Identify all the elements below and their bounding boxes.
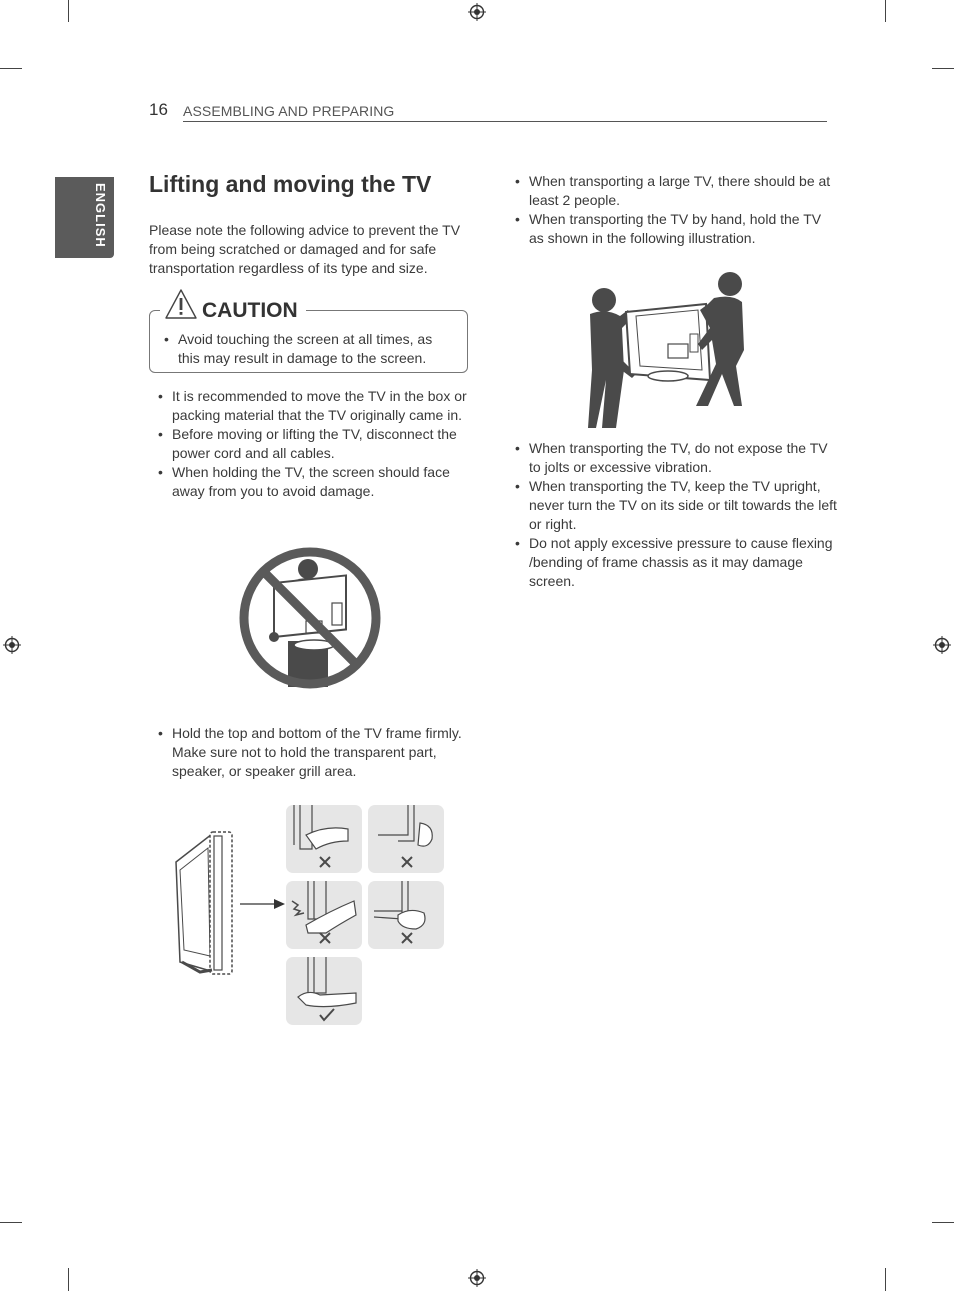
section-title: ASSEMBLING AND PREPARING [183,103,395,119]
list-item: • Avoid touching the screen at all times, as this may result in damage to the screen. [156,330,456,368]
prohibited-carry-illustration [236,545,384,691]
crop-mark [885,1268,886,1291]
bullet-list [507,439,837,591]
caution-label: CAUTION [202,299,298,322]
crop-mark [0,68,22,69]
registration-mark-icon [3,636,21,654]
list-item: • It is recommended to move the TV in the box or packing material that the TV originally came in. [150,387,480,425]
hand-panel-wrong [368,881,444,949]
crop-mark [0,1222,22,1223]
arrow-right-icon [240,898,286,910]
list-item: • When transporting a large TV, there should be at least 2 people. [507,172,837,210]
bullet-list [150,724,480,781]
list-item: • When transporting the TV, keep the TV upright, never turn the TV on its side or tilt towards the left or right. [507,477,837,534]
header-divider [183,121,827,122]
warning-triangle-icon [164,288,198,320]
bullet-list [507,172,837,248]
list-item: • Before moving or lifting the TV, disconnect the power cord and all cables. [150,425,480,463]
list-item: • When holding the TV, the screen should face away from you to avoid damage. [150,463,480,501]
list-item: • Do not apply excessive pressure to cause flexing /bending of frame chassis as it may damage screen. [507,534,837,591]
registration-mark-icon [468,3,486,21]
hand-panel-wrong [286,805,362,873]
list-item: • When transporting the TV by hand, hold the TV as shown in the following illustration. [507,210,837,248]
crop-mark [68,0,69,22]
intro-paragraph: Please note the following advice to prevent the TV from being scratched or damaged and for safe transportation regardless of its type and size. [149,222,461,276]
list-item: • Hold the top and bottom of the TV frame firmly. Make sure not to hold the transparent part, speaker, or speaker grill area. [150,724,480,781]
caution-list [156,330,456,368]
hand-panel-wrong [368,805,444,873]
list-item: • When transporting the TV, do not expose the TV to jolts or excessive vibration. [507,439,837,477]
bullet-list [150,387,480,501]
hand-panel-correct [286,957,362,1025]
two-people-carry-illustration [586,270,746,428]
registration-mark-icon [468,1269,486,1287]
crop-mark [932,1222,954,1223]
crop-mark [932,68,954,69]
hand-panel-wrong [286,881,362,949]
registration-mark-icon [933,636,951,654]
tv-side-illustration [172,826,238,982]
language-tab [55,177,114,258]
crop-mark [885,0,886,22]
page-number: 16 [149,100,168,119]
crop-mark [68,1268,69,1291]
page-title: Lifting and moving the TV [149,171,432,197]
language-tab-label: ENGLISH [93,183,108,248]
caution-heading [160,284,306,324]
